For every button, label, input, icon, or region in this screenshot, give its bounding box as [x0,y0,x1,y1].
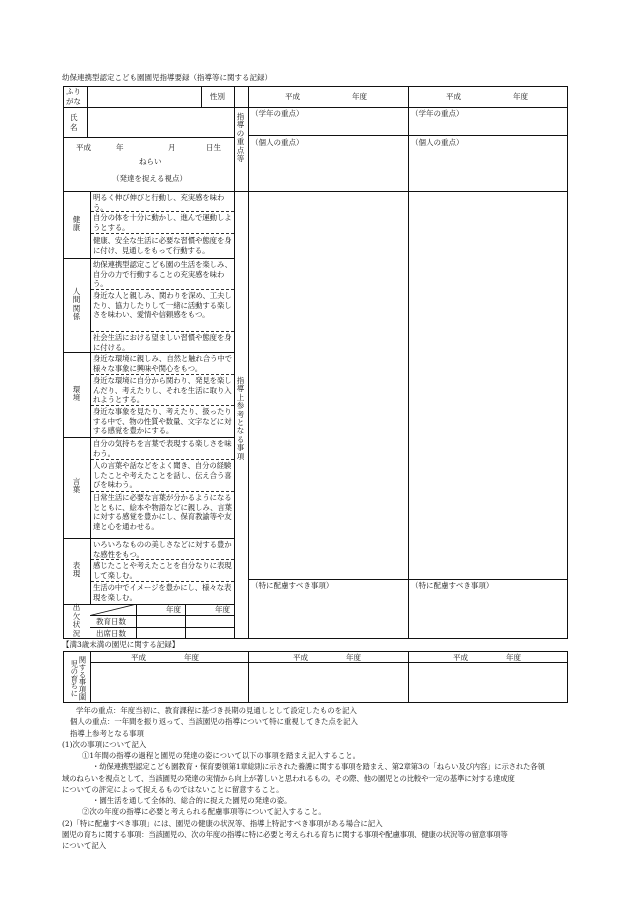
col2-special: （特に配慮すべき事項） [411,581,494,590]
focus-label: 指導の重点等 [236,112,245,164]
gender-label: 性別 [210,92,225,101]
area-relations: 人間関係 [72,287,81,322]
col1-era: 平成 [285,92,300,101]
attendance-label: 出欠状況 [72,603,81,639]
col1-year: 年度 [352,92,367,101]
note-6: ・幼保連携型認定こども園教育・保育要領第1章総則に示された養護に関する事項を踏まえ、第2章第3の「ねらい及び内容」に示された各領 [92,762,545,771]
col1-indiv-focus: （個人の重点） [251,138,304,147]
under3-year3-era: 平成 [453,653,468,662]
note-4: (1)次の事項について記入 [62,740,147,749]
area-health: 健康 [72,215,81,233]
note-1: 学年の重点：年度当初に、教育課程に基づき長期の見通しとして設定したものを記入 [76,706,357,715]
under3-year1: 年度 [184,653,199,662]
birth-day: 日生 [206,143,221,152]
aim-language-3: 日常生活に必要な言葉が分かるようになるとともに、絵本や物語などに親しみ、言葉に対する感覚を豊かにし、保育教諭等や友達と心を通わせる。 [93,493,232,531]
birth-year: 年 [116,143,124,152]
area-environment: 環境 [72,385,81,403]
under3-year2-era: 平成 [293,653,308,662]
aim-language-2: 人の言葉や話などをよく聞き、自分の経験したことや考えたことを話し、伝え合う喜びを味わう。 [93,461,232,490]
note-11: (2)「特に配慮すべき事項」には、園児の健康の状況等、指導上特記すべき事項がある場合に記入 [62,819,383,828]
note-12: 園児の育ちに関する事項：当該園児の、次の年度の指導に特に必要と考えられる育ちに関する事項や配慮事項、健康の状況等の留意事項等 [62,830,508,839]
under3-year2: 年度 [346,653,361,662]
aim-expression-1: いろいろなものの美しさなどに対する豊かな感性をもつ。 [93,540,232,559]
aim-environment-1: 身近な環境に親しみ、自然と触れ合う中で様々な事象に興味や関心をもつ。 [93,354,232,373]
area-language: 言葉 [72,477,81,495]
furigana-label: ふり がな [66,87,81,106]
attendance-row-education-days: 教育日数 [96,617,126,626]
reference-label: 指導上参考となる事項 [236,376,245,461]
aim-expression-2: 感じたことや考えたことを自分なりに表現して楽しむ。 [93,561,232,580]
col2-era: 平成 [446,92,461,101]
aim-relations-1: 幼保連携型認定こども園の生活を楽しみ、自分の力で行動することの充実感を味わう。 [93,260,232,289]
under3-label: 関する事項園児の育ちに [69,655,87,701]
area-expression: 表現 [72,561,81,579]
aim-health-2: 自分の体を十分に動かし、進んで運動しようとする。 [93,213,232,232]
attendance-diagonal [90,604,137,616]
name-label: 氏 名 [70,113,78,132]
note-8: についての評定によって捉えるものではないことに留意すること。 [62,785,284,794]
under3-year3: 年度 [506,653,521,662]
aim-title: ねらい [139,157,162,166]
birth-era: 平成 [76,143,91,152]
note-3: 指導上参考となる事項 [70,729,144,738]
birth-month: 月 [168,143,176,152]
form-title: 幼保連携型認定こども園園児指導要録（指導等に関する記録） [62,73,272,82]
aim-relations-2: 身近な人と親しみ、関わりを深め、工夫したり、協力したりして一緒に活動する楽しさを味わい、愛情や信頼感をもつ。 [93,291,232,320]
aim-language-1: 自分の気持ちを言葉で表現する楽しさを味わう。 [93,439,232,458]
attendance-year1: 年度 [166,605,181,614]
aim-relations-3: 社会生活における望ましい習慣や態度を身に付ける。 [93,333,232,352]
note-9: ・園生活を通して全体的、総合的に捉えた園児の発達の姿。 [92,796,292,805]
aim-environment-2: 身近な環境に自分から関わり、発見を楽しんだり、考えたりし、それを生活に取り入れようとする。 [93,376,232,405]
col2-year-focus: （学年の重点） [411,109,464,118]
name-field[interactable] [88,108,233,136]
col1-year-focus: （学年の重点） [251,109,304,118]
note-7: 域のねらいを視点として、当該園児の発達の実情から向上が著しいと思われるもの。その際、他の園児との比較や一定の基準に対する達成度 [62,774,515,783]
furigana-field[interactable] [88,87,200,106]
note-2: 個人の重点：一年間を振り返って、当該園児の指導について特に重視してきた点を記入 [70,717,358,726]
col2-indiv-focus: （個人の重点） [411,138,464,147]
col2-year: 年度 [513,92,528,101]
aim-environment-3: 身近な事象を見たり、考えたり、扱ったりする中で、物の性質や数量、文字などに対する感覚を豊かにする。 [93,407,232,436]
attendance-year2: 年度 [215,605,230,614]
note-13: について記入 [62,841,107,850]
under3-header: 【満3歳未満の園児に関する記録】 [62,640,180,649]
aim-health-3: 健康、安全な生活に必要な習慣や態度を身に付け、見通しをもって行動する。 [93,236,232,255]
col1-special: （特に配慮すべき事項） [251,581,334,590]
attendance-row-attendance-days: 出席日数 [96,629,126,638]
aim-health-1: 明るく伸び伸びと行動し、充実感を味わう。 [93,193,225,212]
under3-year1-era: 平成 [131,653,146,662]
note-10: ②次の年度の指導に必要と考えられる配慮事項等について記入すること。 [82,807,326,816]
aim-subtitle: （発達を捉える視点） [112,174,187,183]
aim-expression-3: 生活の中でイメージを豊かにし、様々な表現を楽しむ。 [93,583,232,602]
note-5: ①1年間の指導の過程と園児の発達の姿について以下の事項を踏まえ記入すること。 [82,751,361,760]
